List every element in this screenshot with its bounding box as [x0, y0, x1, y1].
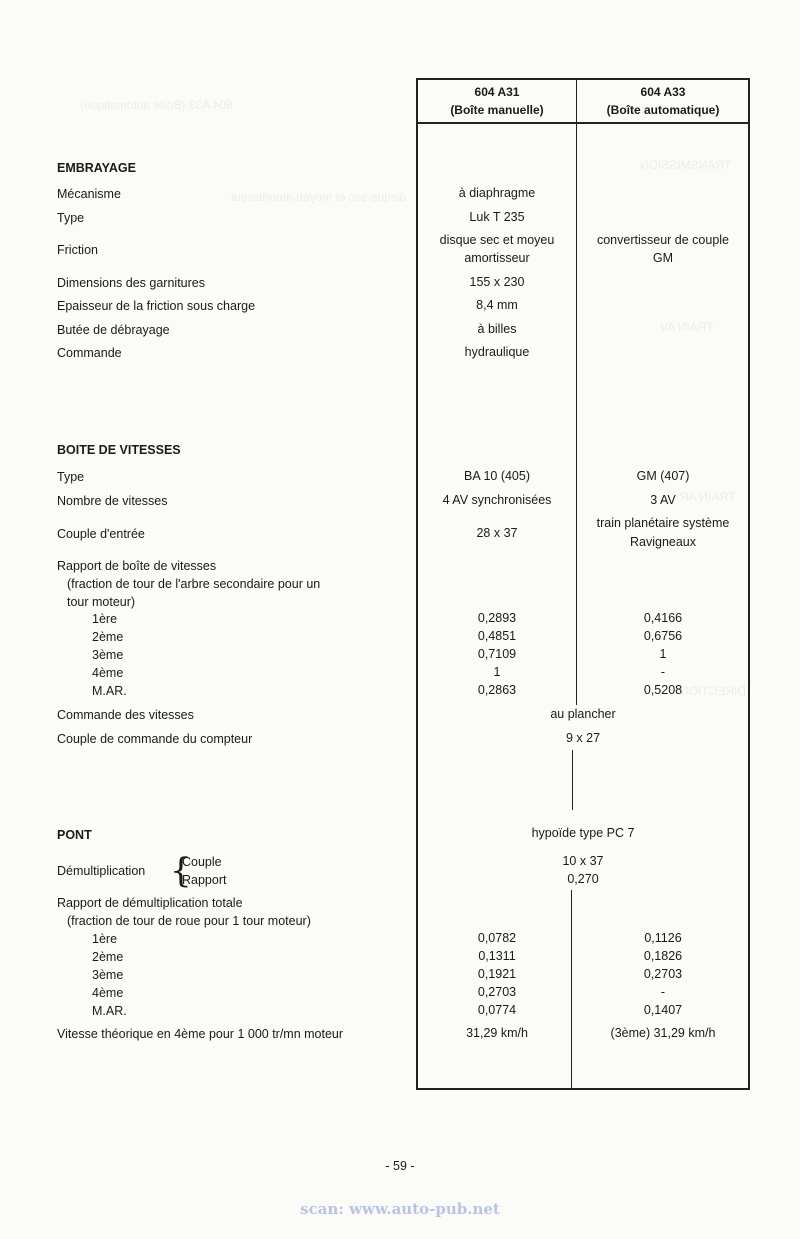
cell-value: 0,2893: [477, 611, 517, 625]
cell-value: -: [660, 985, 666, 999]
table-bottom-border: [416, 1088, 750, 1090]
row-label: Mécanisme: [57, 187, 121, 201]
cell-value: Luk T 235: [469, 210, 525, 224]
cell-value: à diaphragme: [458, 186, 536, 200]
row-label: Nombre de vitesses: [57, 494, 168, 508]
column-divider: [576, 78, 577, 705]
cell-value-span: 0,270: [567, 872, 599, 886]
cell-value: 28 x 37: [476, 526, 518, 540]
cell-value: 0,0774: [477, 1003, 517, 1017]
gear-label: M.AR.: [92, 684, 127, 698]
row-label: tour moteur): [67, 595, 136, 609]
page-number: - 59 -: [385, 1159, 415, 1173]
cell-value: GM: [652, 251, 674, 265]
cell-value: 0,2863: [477, 683, 517, 697]
cell-value: -: [660, 665, 666, 679]
cell-value: disque sec et moyeu: [439, 233, 555, 247]
cell-value: 0,1407: [643, 1003, 683, 1017]
brace-symbol: {: [170, 851, 192, 891]
column-header-a33-desc: (Boîte automatique): [606, 103, 720, 117]
table-right-border: [748, 78, 750, 1089]
gear-label: 4ème: [92, 666, 124, 680]
gear-label: M.AR.: [92, 1004, 127, 1018]
cell-value-span: 10 x 37: [562, 854, 604, 868]
cell-value: BA 10 (405): [463, 469, 530, 483]
gear-label: 1ère: [92, 612, 118, 626]
cell-value: amortisseur: [464, 251, 530, 265]
cell-value-span: 9 x 27: [565, 731, 601, 745]
cell-value: 0,2703: [643, 967, 683, 981]
row-label: Friction: [57, 243, 98, 257]
column-header-a31-desc: (Boîte manuelle): [450, 103, 544, 117]
cell-value: 0,7109: [477, 647, 517, 661]
section-title-pont: PONT: [57, 828, 92, 842]
cell-value: 3 AV: [650, 493, 676, 507]
cell-value: 0,6756: [643, 629, 683, 643]
cell-value: 0,1826: [643, 949, 683, 963]
row-label: Butée de débrayage: [57, 323, 170, 337]
cell-value: 8,4 mm: [476, 298, 518, 312]
cell-value: 4 AV synchronisées: [442, 493, 552, 507]
cell-value: 0,0782: [477, 931, 517, 945]
scan-credit: scan: www.auto-pub.net: [300, 1200, 500, 1218]
column-header-a33-model: 604 A33: [640, 85, 686, 99]
gear-label: 3ème: [92, 968, 124, 982]
row-label: Couple de commande du compteur: [57, 732, 253, 746]
row-label: Type: [57, 470, 85, 484]
row-label: Rapport de boîte de vitesses: [57, 559, 217, 573]
row-label: Epaisseur de la friction sous charge: [57, 299, 256, 313]
cell-value: GM (407): [636, 469, 690, 483]
row-label: Dimensions des garnitures: [57, 276, 205, 290]
row-label: (fraction de tour de roue pour 1 tour moteur): [67, 914, 311, 928]
cell-value: 0,4851: [477, 629, 517, 643]
cell-value: 0,1126: [644, 931, 682, 945]
table-top-border: [416, 78, 750, 80]
cell-value: 0,2703: [477, 985, 517, 999]
row-label: Vitesse théorique en 4ème pour 1 000 tr/mn moteur: [57, 1027, 344, 1041]
gear-label: 2ème: [92, 950, 124, 964]
cell-value: 31,29 km/h: [466, 1026, 528, 1040]
gear-label: 1ère: [92, 932, 118, 946]
cell-value: 1: [493, 665, 501, 679]
row-label: (fraction de tour de l'arbre secondaire pour un: [67, 577, 321, 591]
row-label: Démultiplication: [57, 864, 146, 878]
column-header-a31-model: 604 A31: [474, 85, 520, 99]
cell-value: 0,5208: [643, 683, 683, 697]
cell-value: 0,1921: [477, 967, 517, 981]
cell-value: Ravigneaux: [629, 535, 696, 549]
row-label: Type: [57, 211, 85, 225]
gear-label: 2ème: [92, 630, 124, 644]
row-sublabel: Couple: [182, 855, 222, 869]
cell-value-span: hypoïde type PC 7: [531, 826, 635, 840]
cell-value: hydraulique: [464, 345, 530, 359]
row-label: Couple d'entrée: [57, 527, 145, 541]
cell-value-span: au plancher: [550, 707, 616, 721]
gear-label: 3ème: [92, 648, 124, 662]
gear-label: 4ème: [92, 986, 124, 1000]
cell-value: 155 x 230: [469, 275, 525, 289]
cell-value: convertisseur de couple: [596, 233, 730, 247]
section-title-embrayage: EMBRAYAGE: [57, 161, 136, 175]
cell-value: train planétaire système: [596, 516, 730, 530]
row-label: Commande des vitesses: [57, 708, 194, 722]
cell-value: 1: [659, 647, 667, 661]
column-divider: [572, 750, 573, 810]
cell-value: à billes: [477, 322, 517, 336]
section-title-boite: BOITE DE VITESSES: [57, 443, 181, 457]
cell-value: 0,1311: [478, 949, 516, 963]
cell-value: 0,4166: [643, 611, 683, 625]
cell-value: (3ème) 31,29 km/h: [610, 1026, 716, 1040]
row-label: Commande: [57, 346, 122, 360]
table-header-divider: [416, 122, 750, 124]
row-label: Rapport de démultiplication totale: [57, 896, 243, 910]
row-sublabel: Rapport: [182, 873, 227, 887]
